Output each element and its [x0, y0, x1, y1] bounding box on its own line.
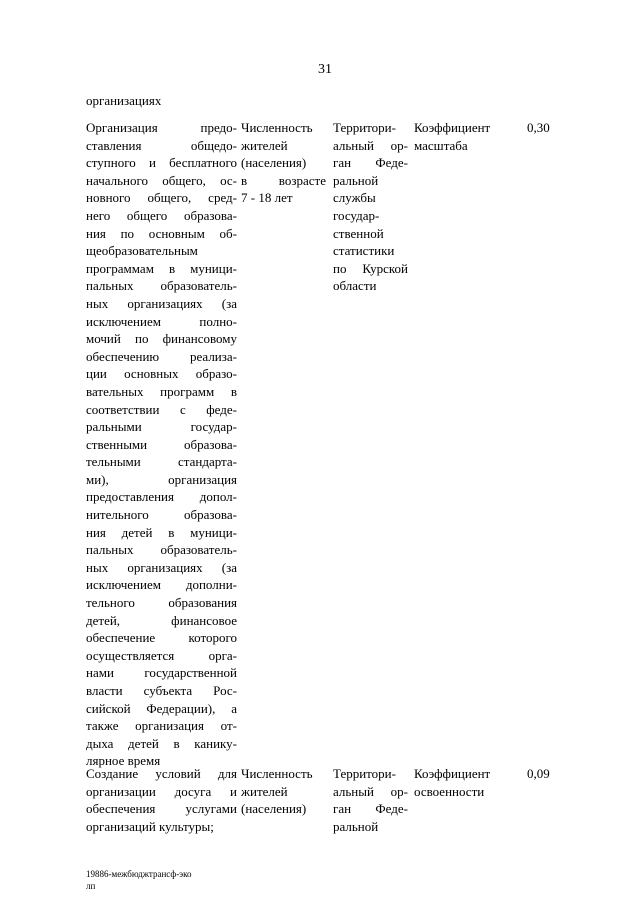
text-line: масштаба — [414, 137, 468, 153]
text-line: лярное время — [86, 753, 161, 769]
continued-text-line: организациях — [86, 93, 162, 108]
text-line: него общего образова- — [86, 207, 237, 223]
text-line: Создание условий для — [86, 766, 237, 781]
text-line: ральной — [333, 172, 379, 188]
text-line: ми), организация — [86, 471, 237, 487]
text-line: тельными стандарта- — [86, 454, 237, 470]
row1-data-source — [333, 119, 408, 295]
text-line: вательных программ в — [86, 383, 237, 399]
text-line: 19886-межбюджтрансф-эко — [86, 869, 192, 879]
text-line: альный ор- — [333, 783, 408, 799]
text-line: мочий по финансовому — [86, 331, 237, 347]
text-line: ральными государ- — [86, 419, 237, 435]
page-number: 31 — [318, 62, 332, 77]
text-line: ции основных образо- — [86, 366, 237, 382]
text-line: детей, финансовое — [86, 612, 237, 628]
row2-indicator — [241, 765, 326, 818]
text-line: Численность — [241, 120, 313, 135]
text-line: статистики — [333, 243, 395, 259]
text-line: ных организациях (за — [86, 559, 237, 575]
text-line: пальных образователь- — [86, 278, 237, 294]
text-line: (населения) — [241, 801, 307, 817]
text-line: 0,30 — [527, 120, 550, 135]
row1-service-description — [86, 119, 237, 770]
text-line: ральной — [333, 818, 379, 834]
text-line: организации досуга и — [86, 783, 237, 799]
text-line: альный ор- — [333, 137, 408, 153]
text-line: службы — [333, 190, 376, 206]
text-line: Территори- — [333, 120, 396, 135]
text-line: ступного и бесплатного — [86, 155, 237, 171]
text-line: обеспечения услугами — [86, 801, 237, 817]
row1-coefficient-name — [414, 119, 512, 154]
text-line: также организация от- — [86, 718, 237, 734]
document-footer-code — [86, 868, 192, 892]
text-line: ставления общедо- — [86, 137, 237, 153]
text-line: освоенности — [414, 783, 485, 799]
text-line: начального общего, ос- — [86, 172, 237, 188]
text-line: Организация предо- — [86, 120, 237, 135]
text-line: государ- — [333, 207, 380, 223]
row1-coefficient-value — [527, 119, 567, 137]
text-line: Территори- — [333, 766, 396, 781]
text-line: тельного образования — [86, 595, 237, 611]
row2-data-source — [333, 765, 408, 835]
text-line: обеспечение которого — [86, 630, 237, 646]
text-line: соответствии с феде- — [86, 401, 237, 417]
text-line: новного общего, сред- — [86, 190, 237, 206]
text-line: программам в муници- — [86, 260, 237, 276]
text-line: исключением дополни- — [86, 577, 237, 593]
text-line: дыха детей в канику- — [86, 735, 237, 751]
text-line: ственной — [333, 225, 384, 241]
text-line: власти субъекта Рос- — [86, 683, 237, 698]
row1-indicator — [241, 119, 326, 207]
text-line: организаций культуры; — [86, 818, 214, 834]
text-line: осуществляется орга- — [86, 647, 237, 663]
text-line: жителей — [241, 137, 288, 153]
text-line: ния по основным об- — [86, 225, 237, 241]
text-line: Коэффициент — [414, 120, 491, 135]
text-line: нительного образова- — [86, 507, 237, 523]
text-line: ных организациях (за — [86, 295, 237, 311]
text-line: Коэффициент — [414, 766, 491, 781]
text-line: сийской Федерации), а — [86, 700, 237, 716]
text-line: в возрасте — [241, 172, 326, 188]
text-line: 7 - 18 лет — [241, 190, 293, 206]
row2-service-description — [86, 765, 237, 835]
text-line: нами государственной — [86, 665, 237, 681]
row2-coefficient-value — [527, 765, 567, 783]
text-line: лп — [86, 881, 96, 891]
text-line: области — [333, 278, 377, 294]
text-line: ственными образова- — [86, 436, 237, 452]
text-line: 0,09 — [527, 766, 550, 781]
text-line: ния детей в муници- — [86, 524, 237, 540]
text-line: ган Феде- — [333, 801, 408, 817]
text-line: обеспечению реализа- — [86, 348, 237, 364]
text-line: (населения) — [241, 155, 307, 171]
text-line: предоставления допол- — [86, 489, 237, 505]
text-line: Численность — [241, 766, 313, 781]
text-line: щеобразовательным — [86, 243, 198, 259]
row2-coefficient-name — [414, 765, 512, 800]
text-line: пальных образователь- — [86, 542, 237, 558]
text-line: ган Феде- — [333, 155, 408, 171]
text-line: исключением полно- — [86, 313, 237, 329]
text-line: по Курской — [333, 260, 408, 276]
text-line: жителей — [241, 783, 288, 799]
